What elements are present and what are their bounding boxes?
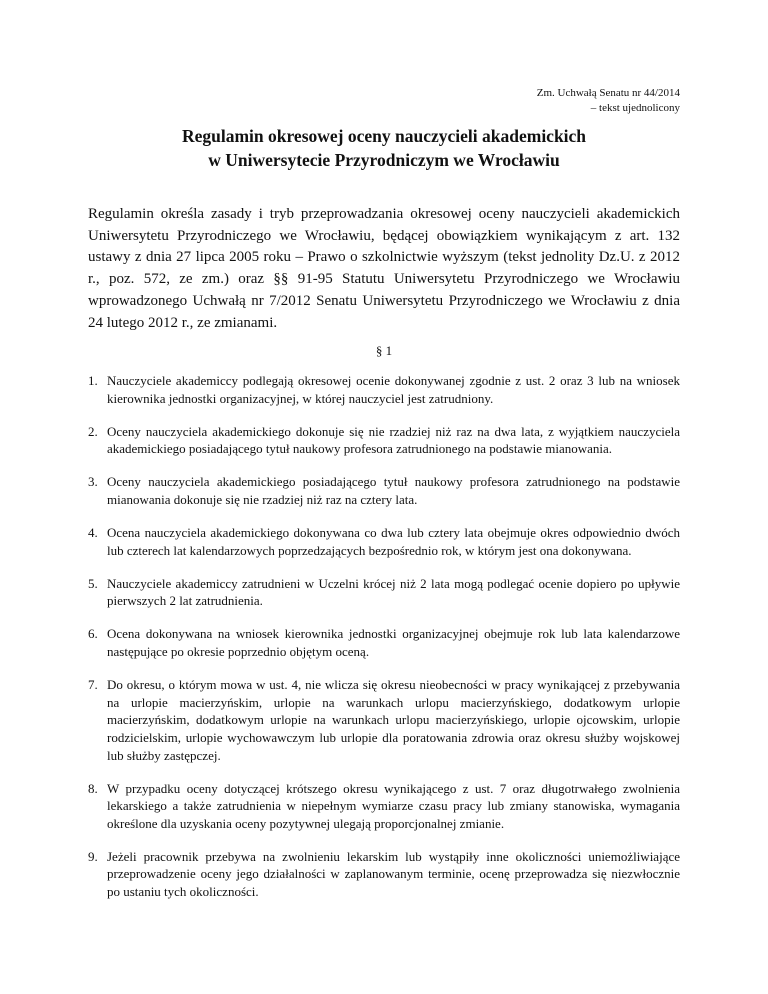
item-number: 5. — [88, 575, 98, 591]
document-title-line-1: Regulamin okresowej oceny nauczycieli akademickich — [181, 126, 587, 146]
item-number: 8. — [88, 780, 98, 796]
item-number: 7. — [88, 677, 98, 693]
amendment-note — [537, 86, 680, 116]
item-number: 6. — [88, 626, 98, 642]
list-item — [88, 848, 680, 901]
amendment-note-line-2: – tekst ujednolicony — [590, 102, 680, 114]
item-text: Nauczyciele akademiccy zatrudnieni w Uczelni krócej niż 2 lata mogą podlegać ocenie dopiero po upływie pierwszych 2 lat zatrudnienia. — [107, 575, 680, 609]
list-item — [88, 676, 680, 764]
intro-paragraph: Regulamin określa zasady i tryb przeprowadzania okresowej oceny nauczycieli akademickich Uniwersytetu Przyrodniczego we Wrocławiu, będącej obowiązkiem wynikającym z art. 132 ustawy z dnia 27 lipca 2005 roku – Prawo o szkolnictwie wyższym (tekst jednolity Dz.U. z 2012 r., poz. 572, ze zm.) oraz §§ 91-95 Statutu Uniwersytetu Przyrodniczego we Wrocławiu wprowadzonego Uchwałą nr 7/2012 Senatu Uniwersytetu Przyrodniczego we Wrocławiu z dnia 24 lutego 2012 r., ze zmianami. — [88, 206, 680, 331]
section-heading: § 1 — [375, 343, 393, 358]
item-text: Jeżeli pracownik przebywa na zwolnieniu lekarskim lub wystąpiły inne okoliczności uniemożliwiające przeprowadzenie oceny jego działalności w zaplanowanym terminie, ocenę przeprowadza się niezwłocznie po ustaniu tych okoliczności. — [107, 848, 680, 900]
list-item — [88, 524, 680, 559]
item-number: 4. — [88, 525, 98, 541]
item-text: Nauczyciele akademiccy podlegają okresowej ocenie dokonywanej zgodnie z ust. 2 oraz 3 lub na wniosek kierownika jednostki organizacyjnej, w której nauczyciel jest zatrudniony. — [107, 373, 680, 406]
item-number: 1. — [88, 373, 98, 388]
item-text: Oceny nauczyciela akademickiego dokonuje się nie rzadziej niż raz na dwa lata, z wyjątkiem nauczyciela akademickiego posiadającego tytuł naukowy profesora zatrudnionego na podstawie mianowania. — [107, 423, 680, 457]
list-item — [88, 625, 680, 660]
list-item — [88, 423, 680, 458]
list-item — [88, 473, 680, 508]
item-text: Do okresu, o którym mowa w ust. 4, nie wlicza się okresu nieobecności w pracy wynikającej z przebywania na urlopie macierzyńskim, urlopie na warunkach urlopu macierzyńskiego, dodatkowym urlopie macierzyńskim, dodatkowym urlopie na warunkach urlopu macierzyńskiego, urlopie ojcowskim, urlopie rodzicielskim, urlopie wychowawczym lub urlopie dla poratowania zdrowia oraz okresu służby wojskowej lub służby zastępczej. — [107, 677, 680, 763]
item-number: 2. — [88, 423, 98, 439]
regulation-items — [88, 372, 680, 916]
amendment-note-line-1: Zm. Uchwałą Senatu nr 44/2014 — [536, 87, 680, 99]
item-number: 9. — [88, 848, 98, 864]
item-text: W przypadku oceny dotyczącej krótszego okresu wynikającego z ust. 7 oraz długotrwałego zwolnienia lekarskiego a także zatrudnienia w niepełnym wymiarze czasu pracy lub zmiany stanowiska, wymagania określone dla uzyskania oceny pozytywnej ulegają proporcjonalnej zmianie. — [107, 780, 680, 831]
item-number: 3. — [88, 474, 98, 490]
item-text: Ocena nauczyciela akademickiego dokonywana co dwa lub cztery lata obejmuje okres odpowiednio dwóch lub czterech lat kalendarzowych poprzedzających bezpośrednio rok, w którym jest ona dokonywana. — [107, 525, 680, 558]
document-title-line-2: w Uniwersytecie Przyrodniczym we Wrocławiu — [208, 150, 560, 170]
list-item — [88, 372, 680, 407]
document-title — [0, 124, 768, 172]
item-text: Ocena dokonywana na wniosek kierownika jednostki organizacyjnej obejmuje rok lub lata kalendarzowe następujące po okresie poprzednio objętym oceną. — [107, 626, 680, 660]
list-item — [88, 575, 680, 610]
list-item — [88, 780, 680, 833]
item-text: Oceny nauczyciela akademickiego posiadającego tytuł naukowy profesora zatrudnionego na podstawie mianowania dokonuje się nie rzadziej niż raz na cztery lata. — [107, 474, 680, 507]
